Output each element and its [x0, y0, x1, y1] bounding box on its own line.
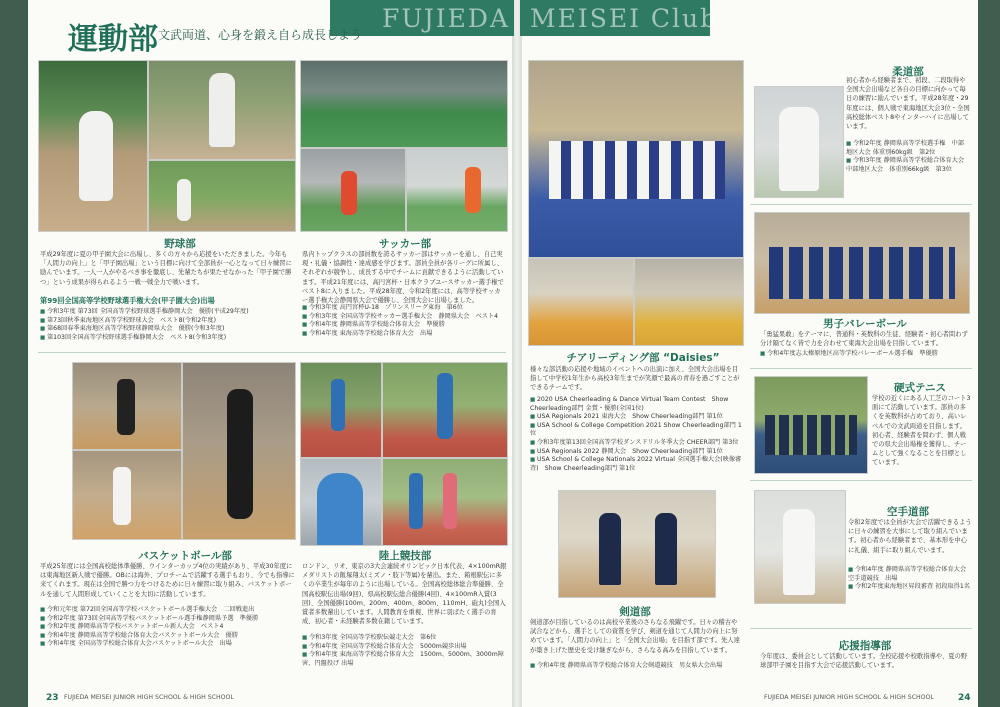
right-divider-4	[750, 628, 972, 629]
result-item: ■ USA School & College Nationals 2022 Virtual 全国選手権大会(映像審査) Show Cheerleading部門 第1位	[530, 456, 742, 473]
cheer-photo-main	[528, 60, 744, 258]
volleyball-results	[760, 350, 972, 359]
cheer-results	[530, 396, 742, 473]
baseball-subheading: 第99回全国高等学校野球選手権大会(甲子園大会)出場	[40, 296, 215, 305]
tennis-text: 学校の近くにある人工芝のコート3面にて活動しています。部員の多くを英数科が占めており、高いレベルでの文武両道を目指します。初心者、経験者を問わず、個人戦での県大会出場権を獲得し、チームとして強くなることを目標としています。	[872, 395, 971, 467]
kendo-results	[530, 662, 742, 671]
page-number-left: 23	[46, 693, 59, 703]
result-item: ■ 第73回秋季東海地区高等学校野球大会 ベスト8(令和2年度)	[40, 317, 295, 326]
result-item: ■ 2020 USA Cheerleading & Dance Virtual Team Contest Show Cheerleading部門 金賞・優勝(全国1位)	[530, 396, 742, 413]
result-item: ■ USA Regionals 2021 東海大会 Show Cheerleading部門 第1位	[530, 413, 742, 422]
tennis-photo	[754, 376, 868, 474]
volleyball-title: 男子バレーボール	[823, 318, 907, 330]
baseball-photo-main	[38, 60, 148, 232]
karate-photo	[754, 490, 846, 604]
judo-text: 初心者から経験者まで、初段、二段取得や全国大会出場など各自の目標に向かって毎日の練習に励んでいます。平成28年度・29年度には、個人戦で東海地区大会3位・全国高校総体ベスト8やインターハイに出場しています。	[846, 77, 970, 131]
result-item: ■ 令和4年度 全国高等学校総合体育大会 5000m競歩出場	[302, 643, 508, 652]
result-item: ■ 令和3年度 全国高等学校駅伝競走大会 第6位	[302, 634, 508, 643]
page-title: 運動部	[68, 22, 158, 57]
kendo-text: 剣道部が目指しているのは高校卒業後のさらなる飛躍です。日々の稽古や試合などから、選手としての資質を学び、剣道を通じて人間力の向上に努めています。「人間力の向上」と「全国大会出場」を目指す部です。先人達が築き上げた歴史を受け継ぎながら、さらなる高みを目指しています。	[530, 619, 740, 654]
result-item: ■ 令和2年度 第73回全国高等学校バスケットボール選手権静岡県予選 準優勝	[40, 615, 298, 624]
result-item: ■ 令和3年度 高円宮杯U-18 プリンスリーグ東海 第6位	[302, 304, 508, 313]
volleyball-text: 「勇猛果敢」をテーマに、普通科・英数科の生徒、経験者・初心者問わず分け隔てなく皆で力を合わせて東海大会出場を目指しています。	[760, 331, 968, 348]
left-divider	[38, 352, 506, 353]
result-item: ■ 令和2年度 静岡県高等学校選手権 中部地区大会 体重別60kg級 第2位	[846, 140, 970, 157]
karate-text: 令和2年度では全員が大会で活躍できるように日々の練習を大事にして取り組んでいます。初心者から経験者まで、基本形を中心に礼儀、組手に取り組んでいます。	[848, 519, 972, 554]
kendo-photo	[558, 490, 716, 598]
result-item: ■ 令和3年度第13回全国高等学校ダンスドリル冬季大会 CHEER部門 第3位	[530, 439, 742, 448]
tennis-title: 硬式テニス	[893, 382, 947, 394]
soccer-text: 県内トップクラスの部員数を誇るサッカー部はサッカーを通し、自己実現・礼儀・協調性・達成感を学びます。部員全員が各リーグに所属し、それぞれが競争し、成長する中でチームに貢献できるように活動しています。平成21年度には、高円宮杯・日本クラブユースサッカー選手権でベスト8に入りました。平成28年度、令和2年度には、高等学校サッカー選手権大会静岡県大会で優勝し、全国大会に出場しました。	[302, 251, 504, 305]
result-item: ■ 令和4年度 静岡県高等学校総合体育大会バスケットボール大会 優勝	[40, 632, 298, 641]
right-divider-1	[750, 204, 972, 205]
result-item: ■ 令和2年度東海地区昇段審査 初段取得1名	[848, 583, 972, 592]
basketball-text: 平成25年度には全国高校総体準優勝、ウインターカップ4位の実績があり、平成30年度には東海地区新人戦で優勝。OBには海外、プロチームで活躍する選手もおり、今でも指導に来てくれます。現在は全国で勝つ力をつけるために日々練習に取り組み、バスケットボールを通して人間形成していくことを大切に活動しています。	[40, 563, 295, 598]
track-title: 陸上競技部	[378, 550, 432, 562]
result-item: ■ 令和4年度 東海高等学校総合体育大会 出場	[302, 330, 508, 339]
result-item: ■ 令和4年度 全国高等学校総合体育大会バスケットボール大会 出場	[40, 640, 298, 649]
soccer-results	[302, 304, 508, 338]
karate-title: 空手道部	[887, 506, 929, 518]
track-photo-2	[382, 362, 508, 458]
cheer-photo-3	[634, 258, 744, 346]
band-word-left: FUJIEDA	[382, 4, 510, 33]
basketball-results	[40, 606, 298, 649]
judo-title: 柔道部	[892, 66, 924, 78]
right-edge	[978, 0, 1000, 707]
result-item: ■ 令和元年度 第72回全国高等学校バスケットボール選手権大会 二回戦進出	[40, 606, 298, 615]
judo-photo	[754, 86, 844, 198]
result-item: ■ 令和4年度 静岡県高等学校総合体育大会剣道競技 男女県大会出場	[530, 662, 742, 671]
result-item: ■ 令和4年度 静岡県高等学校総合体育大会 準優勝	[302, 321, 508, 330]
page-number-right: 24	[958, 693, 971, 703]
kendo-title: 剣道部	[619, 606, 651, 618]
soccer-title: サッカー部	[378, 238, 432, 250]
cheer-photo-2	[528, 258, 634, 346]
soccer-photo-training	[406, 148, 508, 232]
track-text: ロンドン、リオ、東京の3大会連続オリンピック日本代表、4×100mR銀メダリストの飯塚翔太(ミズノ・肢下等属)を輩出。また、箱根駅伝に多くの卒業生が毎年のように出場している。全国高校総体総合準優勝、全国高校駅伝出場(9回)、県高校駅伝総合優勝(4回)、4×100mR入賞(3回)、全国優勝(100m、200m、400m、800m、110mH、砲丸)全国入賞者多数輩出しています。人間教育を重視、世界に羽ばたく選手の育成、初心者・未経験者多数在籍しています。	[302, 563, 507, 626]
basketball-photo-2	[72, 450, 182, 540]
track-photo-4	[382, 458, 508, 546]
result-item: ■ 令和4年度 静岡県高等学校総合体育大会 空手道競技 出場	[848, 566, 972, 583]
ouen-text: 今年度は、委員会として活動しています。全校応援や校歌指導や、夏の野球部甲子園を目指す大会で応援活動しています。	[760, 653, 968, 670]
left-edge	[0, 0, 28, 707]
gutter	[512, 0, 522, 707]
basketball-photo-1	[72, 362, 182, 450]
track-photo-3	[300, 458, 382, 546]
result-item: ■ 令和4年度志太榛原地区高等学校バレーボール選手権 準優勝	[760, 350, 972, 359]
result-item: ■ 令和3年度 第73回 全国高等学校野球選手権静岡大会 優勝(平成29年度)	[40, 308, 295, 317]
result-item: ■ 令和3年度 全国高等学校サッカー選手権大会 静岡県大会 ベスト4	[302, 313, 508, 322]
judo-results	[846, 140, 970, 174]
baseball-text: 平成29年度に夏の甲子園大会に出場し、多くの方々から応援をいただきました。今年も「人間力の向上」と「甲子園出場」という目標に向けて全部員が一心となって日々練習に励んでいます。一人一人がやるべき事を徹底し、先輩たちが果たせなかった「甲子園で勝つ」という成果が得られるよう一戦一戦全力で戦います。	[40, 251, 292, 286]
basketball-title: バスケットボール部	[138, 550, 232, 562]
baseball-title: 野球部	[164, 238, 196, 250]
karate-results	[848, 566, 972, 592]
baseball-results	[40, 308, 295, 342]
result-item: ■ 令和4年度 東海高等学校総合体育大会 1500m、5000m、3000m障害、円盤投げ 出場	[302, 651, 508, 668]
footer-right: FUJIEDA MEISEI JUNIOR HIGH SCHOOL & HIGH SCHOOL	[764, 694, 934, 701]
result-item: ■ 令和2年度 静岡県高等学校バスケットボール新人大会 ベスト4	[40, 623, 298, 632]
soccer-photo-stadium	[300, 60, 508, 148]
page-subtitle: 文武両道、心身を鍛え自ら成長しよう	[158, 28, 363, 42]
cheer-text: 様々な部活動の応援や地域のイベントへの出演に加え、全国大会出場を目指して中学校1年生から高校3年生までが笑顔で最高の青春を過ごすことができるチームです。	[530, 366, 740, 392]
soccer-photo-match	[300, 148, 406, 232]
basketball-photo-3	[182, 362, 296, 540]
cheer-title: チアリーディング部 “Daisies”	[566, 352, 720, 364]
baseball-photo-batter	[148, 60, 296, 160]
track-photo-1	[300, 362, 382, 458]
right-divider-3	[750, 480, 972, 481]
result-item: ■ 第68回春季東海地区高等学校野球静岡県大会 優勝(令和3年度)	[40, 325, 295, 334]
baseball-photo-field	[148, 160, 296, 232]
volleyball-photo	[754, 212, 970, 314]
track-results	[302, 634, 508, 668]
right-divider-2	[750, 368, 972, 369]
result-item: ■ 令和3年度 静岡県高等学校総合体育大会 中部地区大会 体重別66kg級 第3位	[846, 157, 970, 174]
band-word-right: MEISEI Club	[530, 4, 719, 33]
ouen-title: 応援指導部	[838, 640, 892, 652]
result-item: ■ USA School & College Competition 2021 Show Cheerleading部門 1位	[530, 422, 742, 439]
result-item: ■ USA Regionals 2022 静岡大会 Show Cheerleading部門 第1位	[530, 448, 742, 457]
footer-left: FUJIEDA MEISEI JUNIOR HIGH SCHOOL & HIGH SCHOOL	[64, 694, 234, 701]
result-item: ■ 第103回全国高等学校野球選手権静岡大会 ベスト8(令和3年度)	[40, 334, 295, 343]
